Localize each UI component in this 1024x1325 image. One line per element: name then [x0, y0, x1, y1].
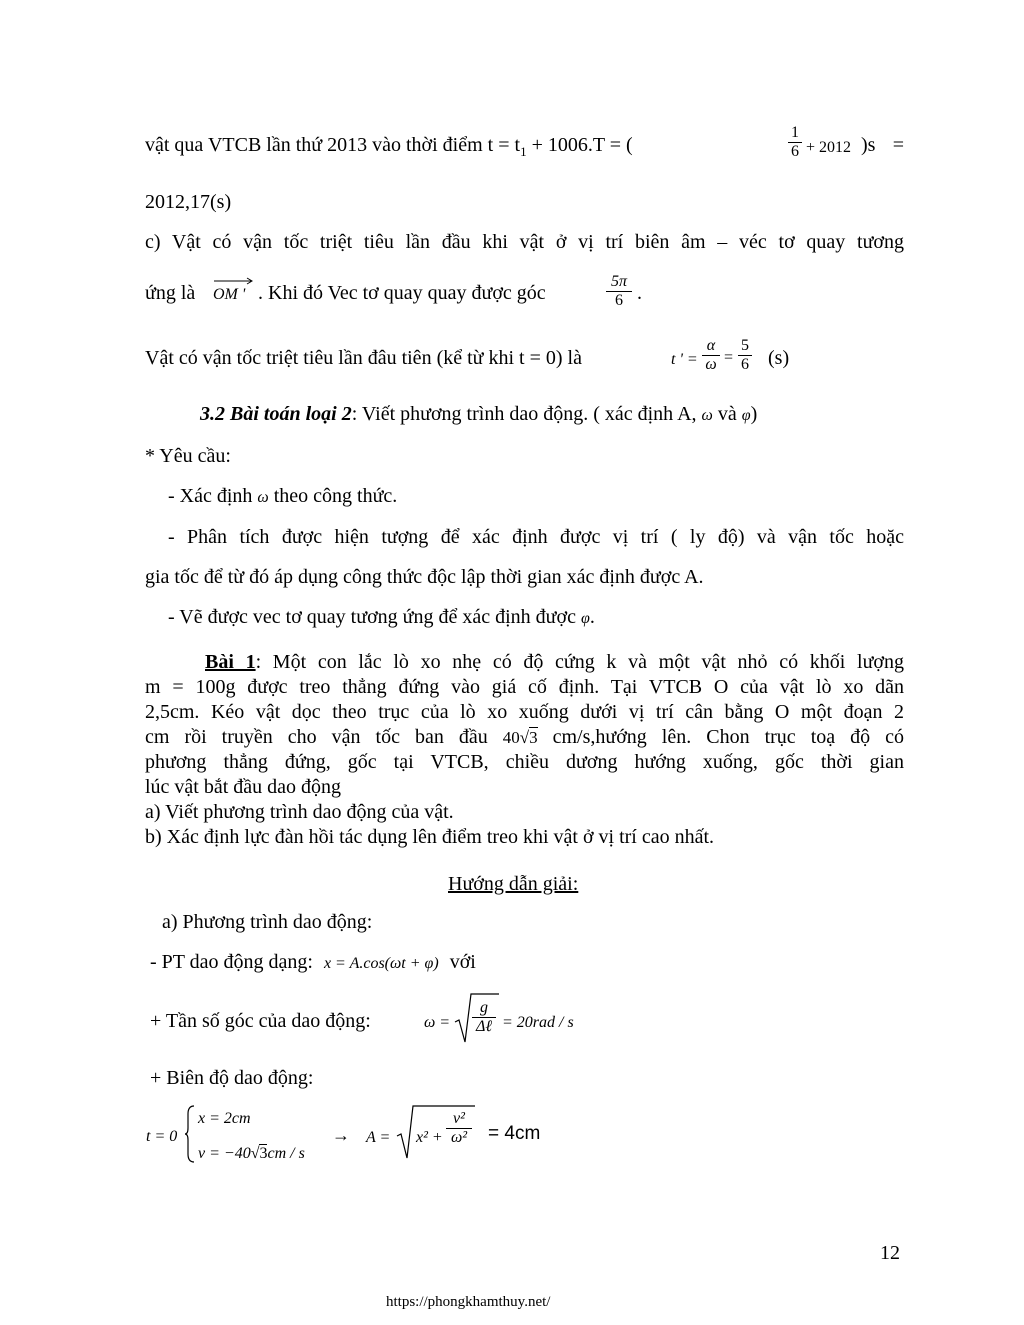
fraction-alpha-omega [702, 337, 720, 374]
para1-line2: 2012,17(s) [145, 191, 232, 213]
solution-part-a: a) Phương trình dao động: [162, 911, 373, 933]
problem-line [145, 650, 904, 675]
fraction-v2-w2 [446, 1110, 472, 1147]
heading-and: và [717, 403, 737, 425]
req-item2-line2: gia tốc để từ đó áp dụng công thức độc lập thời gian xác định được A. [145, 566, 704, 588]
vector-om [213, 283, 245, 307]
req-item1 [168, 484, 397, 510]
question-a: a) Viết phương trình dao động của vật. [145, 801, 454, 823]
heading-rest: : Viết phương trình dao động. ( xác định A, [351, 403, 697, 425]
equals: = [724, 349, 734, 366]
heading-close: ) [750, 403, 758, 425]
fraction-1-6 [788, 124, 802, 161]
velocity-value: 40 [502, 728, 520, 747]
subscript: 1 [520, 144, 527, 159]
problem-line: phương thẳng đứng, gốc tại VTCB, chiều dương hướng xuống, gốc thời gian [145, 751, 904, 773]
footer-url[interactable]: https://phongkhamthuy.net/ [386, 1294, 551, 1310]
req-text: - Xác định [168, 485, 253, 507]
para-c-period: . [637, 282, 642, 304]
frac-num: 5 [741, 337, 749, 354]
vector-label: OM ' [213, 286, 246, 303]
fraction-5-6 [738, 337, 752, 374]
para1-end: )s = [861, 134, 904, 156]
problem-line: lúc vật bắt đầu dao động [145, 776, 342, 798]
para-c-line2a: ứng là [145, 282, 196, 304]
problem-line: 2,5cm. Kéo vật dọc theo trục của lò xo xuống dưới vị trí cân bằng O một đoạn 2 [145, 701, 904, 723]
frac-den: 6 [791, 143, 799, 160]
pt-line [150, 950, 476, 976]
para1-plus: + 2012 [806, 139, 852, 156]
v-text: cm / s [267, 1145, 305, 1162]
para-c-line1: c) Vật có vận tốc triệt tiêu lần đầu khi vật ở vị trí biên âm – véc tơ quay tương [145, 231, 904, 253]
solution-title [448, 872, 578, 896]
page-number: 12 [880, 1242, 900, 1264]
freq-rhs: = 20rad / s [502, 1014, 574, 1031]
para-c-line2b: . Khi đó Vec tơ quay quay được góc [258, 282, 546, 304]
pt-formula: x = A.cos(ωt + φ) [323, 955, 439, 972]
req-item2-line1: - Phân tích được hiện tượng để xác định được vị trí ( ly độ) và vận tốc hoặc [168, 526, 904, 548]
heading-bold: 3.2 Bài toán loại 2 [200, 403, 352, 425]
phi-symbol: φ [580, 610, 590, 627]
brace-icon [184, 1104, 196, 1164]
sqrt-icon: √ [250, 1145, 260, 1162]
fraction-5pi-6 [606, 273, 632, 310]
phi-symbol: φ [741, 407, 751, 424]
frac-den: 6 [615, 292, 623, 309]
pt-text: - PT dao động dạng: [150, 951, 313, 973]
omega-symbol: ω [701, 407, 713, 424]
frac-num: 1 [791, 124, 799, 141]
frac-num: α [706, 337, 716, 354]
x-condition: x = 2cm [198, 1110, 251, 1127]
solution-title-text: Hướng dẫn giải: [448, 873, 579, 895]
sqrt-icon: √ [519, 728, 530, 747]
section-heading [200, 402, 757, 428]
radicand: 3 [259, 1145, 268, 1162]
para-t-text: Vật có vận tốc triệt tiêu lần đâu tiên (kể từ khi t = 0) là [145, 347, 582, 369]
freq-line: + Tần số góc của dao động: [150, 1010, 371, 1032]
A-lhs: A = [366, 1129, 391, 1146]
req-text: theo công thức. [273, 485, 398, 507]
req-title: * Yêu cầu: [145, 445, 231, 467]
vector-arrow-icon [213, 277, 255, 285]
req-text: - Vẽ được vec tơ quay tương ứng để xác định được [168, 606, 576, 628]
v-condition [198, 1142, 305, 1166]
para1-line1 [145, 133, 633, 164]
question-b: b) Xác định lực đàn hồi tác dụng lên điểm treo khi vật ở vị trí cao nhất. [145, 826, 715, 848]
initial-velocity [503, 727, 538, 747]
A-result: = 4cm [488, 1123, 541, 1144]
para1-text: + 1006.T = ( [526, 134, 633, 156]
problem-line [145, 725, 904, 750]
problem-1 [145, 650, 904, 850]
frac-den: ω [705, 356, 717, 373]
problem-line: m = 100g được treo thẳng đứng vào giá cố định. Tại VTCB O của vật lò xo dãn [145, 676, 904, 698]
frac-den: 6 [741, 356, 749, 373]
unit-s: (s) [768, 347, 790, 369]
pt-text: với [449, 951, 476, 973]
frac-den: ω² [450, 1129, 468, 1146]
t-zero: t = 0 [146, 1128, 178, 1145]
frac-num: 5π [610, 273, 627, 290]
omega-symbol: ω [257, 489, 269, 506]
freq-lhs: ω = [424, 1014, 451, 1031]
frac-num: g [480, 999, 488, 1016]
A-x2: x² + [416, 1129, 443, 1146]
v-text: v = −40 [198, 1145, 251, 1162]
req-item3 [168, 605, 595, 631]
problem-text: cm rồi truyền cho vận tốc ban đầu [145, 726, 488, 748]
radicand: 3 [529, 728, 538, 747]
frac-den: Δℓ [475, 1018, 493, 1035]
problem-text: cm/s,hướng lên. Chon trục toạ độ có [552, 726, 905, 748]
fraction-g-dl [472, 999, 496, 1036]
amp-title: + Biên độ dao động: [150, 1067, 314, 1089]
frac-num: v² [453, 1110, 465, 1127]
req-text: . [589, 606, 595, 628]
t-prime: t ' = [671, 351, 698, 368]
arrow-icon: → [332, 1125, 350, 1145]
problem-label: Bài 1 [205, 651, 256, 673]
problem-text: : Một con lắc lò xo nhẹ có độ cứng k và một vật nhỏ có khối lượng [255, 651, 904, 673]
para1-text: vật qua VTCB lần thứ 2013 vào thời điểm t = t [145, 134, 521, 156]
